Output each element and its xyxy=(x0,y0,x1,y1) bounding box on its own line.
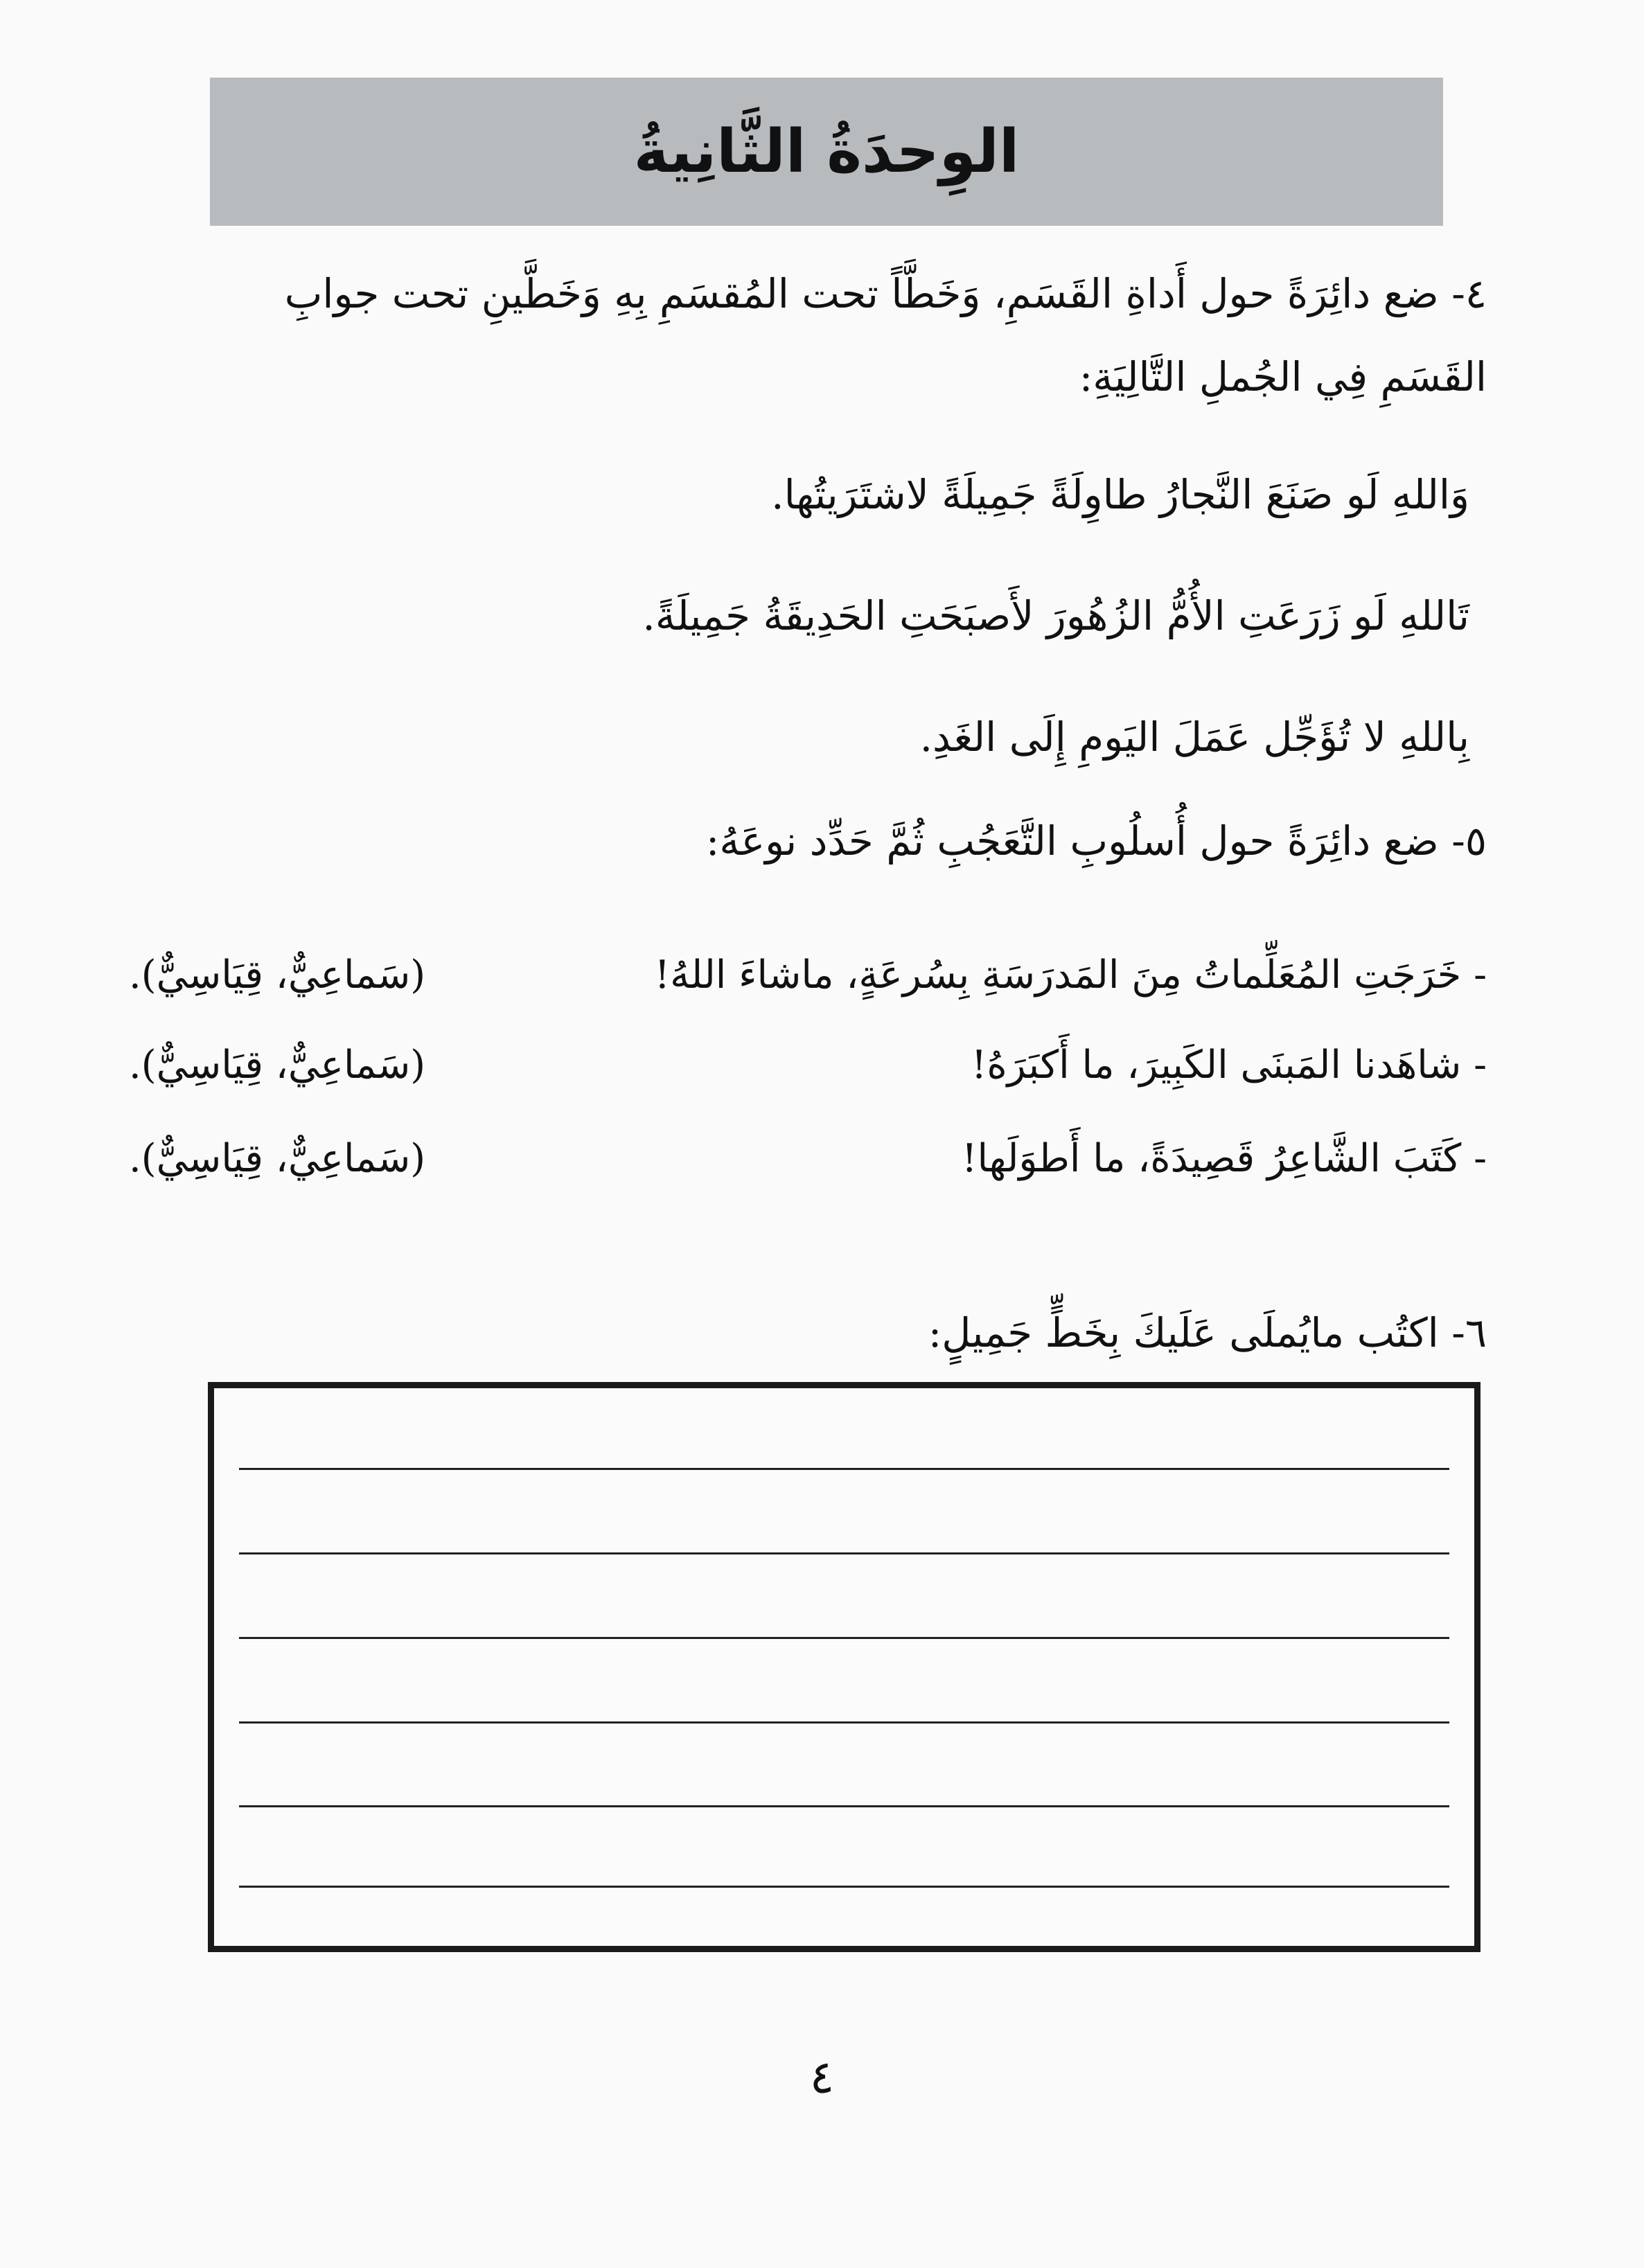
dictation-writing-box[interactable] xyxy=(208,1382,1481,1952)
writing-line[interactable] xyxy=(239,1805,1449,1807)
writing-line[interactable] xyxy=(239,1721,1449,1724)
type-choices[interactable]: (سَماعِيٌّ، قِيَاسِيٌّ). xyxy=(129,1043,426,1088)
exclamation-sentence[interactable]: - كَتَبَ الشَّاعِرُ قَصِيدَةً، ما أَطوَلَها! xyxy=(961,1136,1487,1181)
unit-title: الوِحدَةُ الثَّانِيةُ xyxy=(633,117,1020,186)
exercise4-instruction-line2: القَسَمِ فِي الجُملِ التَّالِيَةِ: xyxy=(1079,353,1487,400)
oath-sentence-1[interactable]: وَاللهِ لَو صَنَعَ النَّجارُ طاوِلَةً جَمِيلَةً لاشتَرَيتُها. xyxy=(771,471,1469,518)
type-choices[interactable]: (سَماعِيٌّ، قِيَاسِيٌّ). xyxy=(129,1136,426,1181)
writing-line[interactable] xyxy=(239,1468,1449,1470)
writing-line[interactable] xyxy=(239,1886,1449,1888)
oath-sentence-2[interactable]: تَاللهِ لَو زَرَعَتِ الأُمُّ الزُهُورَ لأَصبَحَتِ الحَدِيقَةُ جَمِيلَةً. xyxy=(642,592,1469,639)
exclamation-item-3 xyxy=(129,1136,1487,1198)
exclamation-sentence[interactable]: - شاهَدنا المَبنَى الكَبِيرَ، ما أَكبَرَهُ! xyxy=(971,1043,1487,1088)
exercise6-instruction: ٦- اكتُب مايُملَى عَلَيكَ بِخَطٍّ جَمِيلٍ: xyxy=(928,1309,1487,1356)
writing-line[interactable] xyxy=(239,1552,1449,1554)
writing-line[interactable] xyxy=(239,1637,1449,1639)
page-number: ٤ xyxy=(809,2050,835,2104)
exercise4-instruction-line1: ٤- ضع دائِرَةً حول أَداةِ القَسَمِ، وَخَطَّاً تحت المُقسَمِ بِهِ وَخَطَّينِ تحت جوابِ xyxy=(284,270,1487,317)
exercise5-instruction: ٥- ضع دائِرَةً حول أُسلُوبِ التَّعَجُبِ ثُمَّ حَدِّد نوعَهُ: xyxy=(705,817,1487,865)
exclamation-item-1 xyxy=(129,953,1487,1015)
unit-title-banner xyxy=(210,78,1443,226)
oath-sentence-3[interactable]: بِاللهِ لا تُؤَجِّل عَمَلَ اليَومِ إِلَى الغَدِ. xyxy=(919,714,1469,761)
type-choices[interactable]: (سَماعِيٌّ، قِيَاسِيٌّ). xyxy=(129,953,426,998)
exclamation-item-2 xyxy=(129,1043,1487,1105)
exclamation-sentence[interactable]: - خَرَجَتِ المُعَلِّماتُ مِنَ المَدرَسَةِ بِسُرعَةٍ، ماشاءَ اللهُ! xyxy=(654,953,1487,998)
